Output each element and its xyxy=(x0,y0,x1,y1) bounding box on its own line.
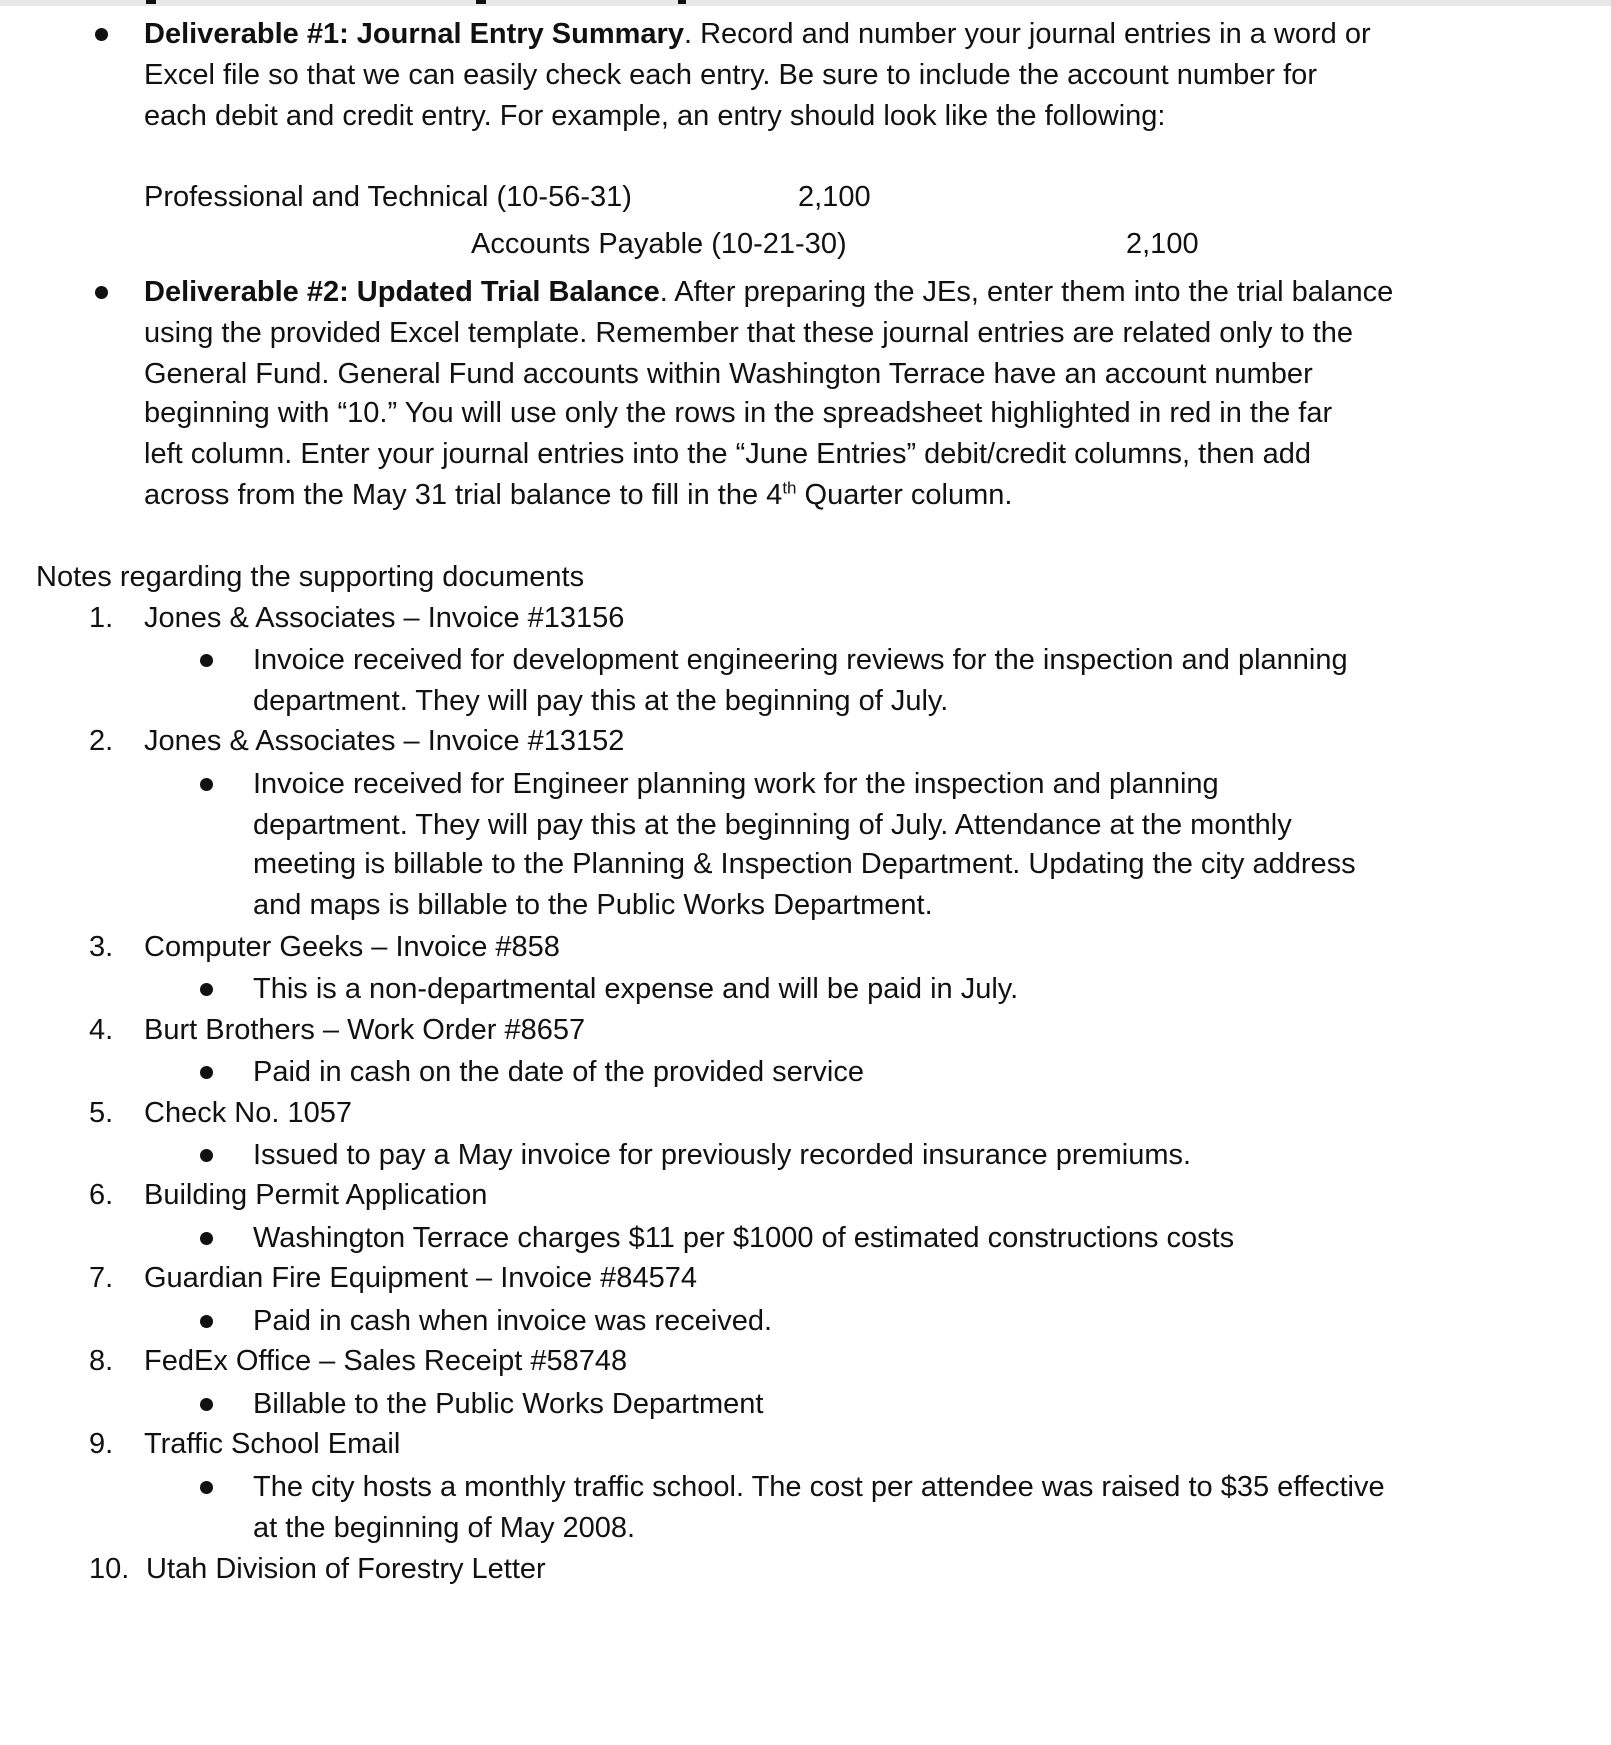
deliverable-2-title: Deliverable #2: Updated Trial Balance xyxy=(144,276,660,308)
note-2-detail-line-1: Invoice received for Engineer planning work for the inspection and planning xyxy=(253,768,1219,800)
list-number: 5. xyxy=(89,1097,114,1129)
note-2-title: Jones & Associates – Invoice #13152 xyxy=(144,725,625,757)
deliverable-1-line-1: Deliverable #1: Journal Entry Summary. Record and number your journal entries in a word or xyxy=(144,18,1371,50)
note-6-detail: Washington Terrace charges $11 per $1000 of estimated constructions costs xyxy=(253,1222,1235,1254)
note-2-detail-line-4: and maps is billable to the Public Works Department. xyxy=(253,889,933,921)
bullet-icon xyxy=(200,1232,213,1245)
note-8-title: FedEx Office – Sales Receipt #58748 xyxy=(144,1345,628,1377)
note-2-detail-line-3: meeting is billable to the Planning & Inspection Department. Updating the city address xyxy=(253,848,1356,880)
note-7-detail: Paid in cash when invoice was received. xyxy=(253,1305,773,1337)
note-4-title: Burt Brothers – Work Order #8657 xyxy=(144,1014,586,1046)
deliverable-2-line-4: beginning with “10.” You will use only the rows in the spreadsheet highlighted in red in the far xyxy=(144,397,1333,429)
note-5-title: Check No. 1057 xyxy=(144,1097,352,1129)
note-9-detail-line-2: at the beginning of May 2008. xyxy=(253,1512,636,1544)
example-credit-amount: 2,100 xyxy=(1126,228,1199,260)
note-1-detail-line-2: department. They will pay this at the beginning of July. xyxy=(253,685,949,717)
bullet-icon xyxy=(200,778,213,791)
bullet-icon xyxy=(200,983,213,996)
bullet-icon xyxy=(95,28,108,41)
note-2-detail-line-2: department. They will pay this at the beginning of July. Attendance at the monthly xyxy=(253,809,1292,841)
bullet-icon xyxy=(200,1481,213,1494)
deliverable-1-line-3: each debit and credit entry. For example, an entry should look like the following: xyxy=(144,100,1166,132)
list-number: 10. xyxy=(89,1553,130,1585)
deliverable-2-line-5: left column. Enter your journal entries into the “June Entries” debit/credit columns, then add xyxy=(144,438,1312,470)
cut-off-text-fragment xyxy=(146,0,156,4)
bullet-icon xyxy=(200,654,213,667)
list-number: 2. xyxy=(89,725,114,757)
note-7-title: Guardian Fire Equipment – Invoice #84574 xyxy=(144,1262,697,1294)
list-number: 4. xyxy=(89,1014,114,1046)
list-number: 1. xyxy=(89,602,114,634)
note-1-detail-line-1: Invoice received for development engineering reviews for the inspection and planning xyxy=(253,644,1348,676)
cut-off-page-top xyxy=(0,0,1611,6)
list-number: 3. xyxy=(89,931,114,963)
note-4-detail: Paid in cash on the date of the provided service xyxy=(253,1056,864,1088)
note-10-title: Utah Division of Forestry Letter xyxy=(146,1553,546,1585)
note-6-title: Building Permit Application xyxy=(144,1179,488,1211)
notes-heading: Notes regarding the supporting documents xyxy=(36,561,585,593)
deliverable-1-line-2: Excel file so that we can easily check each entry. Be sure to include the account number for xyxy=(144,59,1317,91)
bullet-icon xyxy=(200,1149,213,1162)
note-1-title: Jones & Associates – Invoice #13156 xyxy=(144,602,625,634)
list-number: 6. xyxy=(89,1179,114,1211)
note-3-detail: This is a non-departmental expense and will be paid in July. xyxy=(253,973,1019,1005)
deliverable-2-line-2: using the provided Excel template. Remember that these journal entries are related only to the xyxy=(144,317,1354,349)
bullet-icon xyxy=(95,286,108,299)
deliverable-2-line-6: across from the May 31 trial balance to fill in the 4th Quarter column. xyxy=(144,478,1013,511)
note-3-title: Computer Geeks – Invoice #858 xyxy=(144,931,560,963)
deliverable-1-title: Deliverable #1: Journal Entry Summary xyxy=(144,18,684,50)
example-debit-account: Professional and Technical (10-56-31) xyxy=(144,181,632,213)
deliverable-2-line-1: Deliverable #2: Updated Trial Balance. After preparing the JEs, enter them into the trial balance xyxy=(144,276,1394,308)
bullet-icon xyxy=(200,1398,213,1411)
note-9-detail-line-1: The city hosts a monthly traffic school. The cost per attendee was raised to $35 effective xyxy=(253,1471,1385,1503)
list-number: 7. xyxy=(89,1262,114,1294)
example-debit-amount: 2,100 xyxy=(798,181,871,213)
bullet-icon xyxy=(200,1066,213,1079)
note-8-detail: Billable to the Public Works Department xyxy=(253,1388,764,1420)
cut-off-text-fragment xyxy=(678,0,686,4)
list-number: 9. xyxy=(89,1428,114,1460)
cut-off-text-fragment xyxy=(476,0,486,4)
example-credit-account: Accounts Payable (10-21-30) xyxy=(471,228,847,260)
note-5-detail: Issued to pay a May invoice for previously recorded insurance premiums. xyxy=(253,1139,1192,1171)
list-number: 8. xyxy=(89,1345,114,1377)
bullet-icon xyxy=(200,1315,213,1328)
deliverable-2-line-3: General Fund. General Fund accounts within Washington Terrace have an account number xyxy=(144,358,1313,390)
note-9-title: Traffic School Email xyxy=(144,1428,401,1460)
